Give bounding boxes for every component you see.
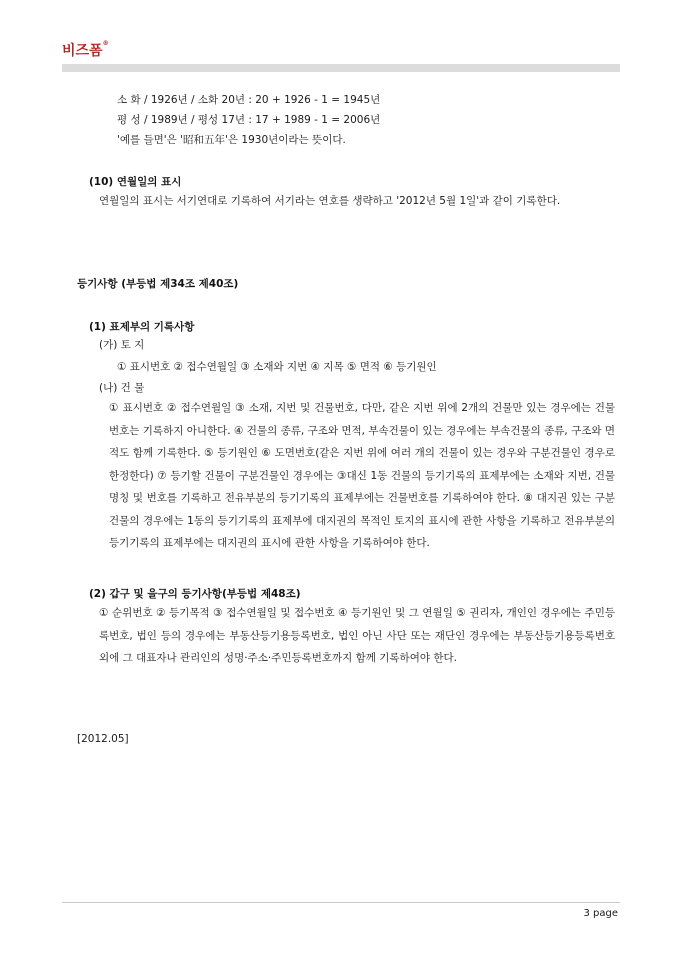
header-bar [62, 64, 620, 72]
era-example-2: 평 성 / 1989년 / 평성 17년 : 17 + 1989 - 1 = 2006년 [117, 114, 381, 126]
date-stamp: [2012.05] [77, 733, 129, 745]
footer-divider [62, 902, 620, 903]
section10-title: (10) 연월일의 표시 [89, 176, 182, 188]
era-example-1: 소 화 / 1926년 / 소화 20년 : 20 + 1926 - 1 = 1945년 [117, 94, 381, 106]
building-label: (나) 건 물 [99, 382, 145, 394]
building-items: ① 표시번호 ② 접수연월일 ③ 소재, 지번 및 건물번호, 다만, 같은 지번 위에 2개의 건물만 있는 경우에는 건물번호는 기록하지 아니한다. ④ 건물의 종류, 구조와 면적, 부속건물이 있는 경우에는 부속건물의 종류, 구조와 면적도 함께 기록한다. ⑤ 등기원인 ⑥ 도면번호(같은 지번 위에 여러 개의 건물이 있는 경우와 구분건물인 경우로 한정한다) ⑦ 등기할 건물이 구분건물인 경우에는 ③대신 1동 건물의 등기기록의 표제부에는 소재와 지번, 건물명칭 및 번호를 기록하고 전유부분의 등기기록의 표제부에는 건물번호를 기록하여야 한다. ⑧ 대지권 있는 구분건물의 경우에는 1동의 등기기록의 표제부에 대지권의 목적인 토지의 표시에 관한 사항을 기록하고 전유부분의 등기기록의 표제부에는 대지권의 표시에 관한 사항을 기록하여야 한다. [109, 402, 615, 549]
land-items: ① 표시번호 ② 접수연월일 ③ 소재와 지번 ④ 지목 ⑤ 면적 ⑥ 등기원인 [117, 361, 437, 373]
sub2-body: ① 순위번호 ② 등기목적 ③ 접수연월일 및 접수번호 ④ 등기원인 및 그 연월일 ⑤ 권리자, 개인인 경우에는 주민등록번호, 법인 등의 경우에는 부동산등기용등록번호, 법인 아닌 사단 또는 재단인 경우에는 부동산등기용등록번호 외에 그 대표자나 관리인의 성명·주소·주민등록번호까지 함께 기록하여야 한다. [99, 607, 615, 664]
page-number: 3 page [583, 908, 618, 919]
sub1-title: (1) 표제부의 기록사항 [89, 321, 195, 333]
registry-title: 등기사항 (부등법 제34조 제40조) [77, 278, 239, 290]
brand-logo [62, 40, 109, 60]
logo-text: 비즈폼 [62, 43, 103, 59]
land-label: (가) 토 지 [99, 339, 145, 351]
era-example-3: '예를 들면'은 '昭和五年'은 1930년이라는 뜻이다. [117, 134, 346, 146]
registered-mark: ® [102, 40, 109, 47]
sub2-title: (2) 갑구 및 을구의 등기사항(부등법 제48조) [89, 588, 301, 600]
section10-body: 연월일의 표시는 서기연대로 기록하여 서기라는 연호를 생략하고 '2012년 5월 1일'과 같이 기록한다. [99, 195, 561, 207]
